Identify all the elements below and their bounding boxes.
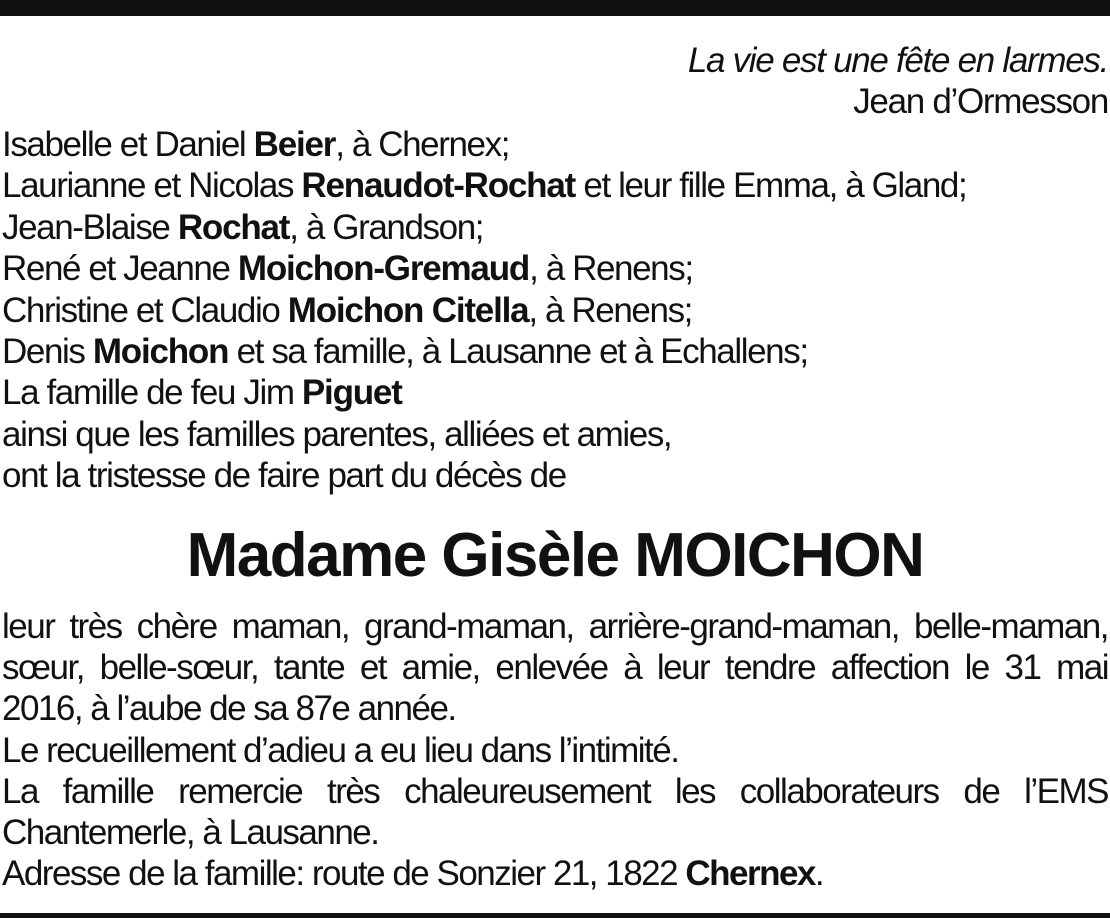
announcement-line: 2016, à l’aube de sa 87e année.	[2, 689, 456, 729]
address-locality: Chernex	[685, 854, 815, 894]
mourner-line	[2, 124, 966, 165]
epigraph-quote: La vie est une fête en larmes.	[687, 41, 1108, 80]
mourner-text: , à Chernex;	[335, 125, 510, 164]
mourners-list	[2, 124, 966, 497]
mourner-surname: Beier	[253, 125, 336, 164]
announcement-line: sœur, belle-sœur, tante et amie, enlevée à leur tendre affection le 31 mai	[2, 648, 1108, 688]
announcement-line: leur très chère maman, grand-maman, arrière-grand-maman, belle-maman,	[2, 607, 1108, 646]
mourner-line	[2, 372, 966, 413]
mourner-text: Jean-Blaise	[2, 207, 178, 247]
epigraph-author: Jean d’Ormesson	[853, 82, 1108, 121]
mourner-text: René et Jeanne	[2, 249, 238, 289]
closing-line: ont la tristesse de faire part du décès de	[2, 456, 566, 496]
mourner-line	[2, 290, 966, 331]
mourner-text: Isabelle et Daniel	[2, 125, 254, 164]
mourner-line	[2, 165, 966, 206]
mourner-text: Christine et Claudio	[2, 290, 288, 330]
mourner-surname: Piguet	[301, 373, 402, 413]
mourner-surname: Moichon	[92, 332, 229, 372]
mourner-line	[2, 248, 966, 289]
mourner-text: , à Renens;	[529, 249, 693, 289]
deceased-name: Madame Gisèle MOICHON	[186, 521, 924, 590]
mourner-text: La famille de feu Jim	[2, 373, 302, 413]
mourner-surname: Moichon-Gremaud	[237, 249, 530, 289]
closing-line: ainsi que les familles parentes, alliées et amies,	[2, 414, 672, 454]
mourner-line	[2, 331, 966, 372]
mourner-text: et leur fille Emma, à Gland;	[575, 166, 967, 206]
mourner-text: et sa famille, à Lausanne et à Echallens;	[228, 332, 808, 372]
mourner-surname: Renaudot-Rochat	[301, 166, 576, 206]
mourner-surname: Rochat	[177, 207, 290, 247]
epigraph	[688, 40, 1108, 122]
mourner-text: , à Grandson;	[289, 207, 484, 247]
mourner-text: , à Renens;	[528, 290, 692, 330]
mourner-text: Laurianne et Nicolas	[2, 166, 302, 206]
address-line	[2, 853, 1108, 894]
thanks-line: Chantemerle, à Lausanne.	[2, 813, 379, 853]
top-rule	[0, 0, 1110, 16]
address-text: Adresse de la famille: route de Sonzier 21, 1822	[2, 854, 686, 894]
announcement-body	[2, 606, 1108, 894]
ceremony-line: Le recueillement d’adieu a eu lieu dans l’intimité.	[2, 730, 679, 770]
mourner-text: Denis	[2, 332, 93, 372]
address-suffix: .	[814, 854, 824, 894]
mourner-line	[2, 207, 966, 248]
mourner-surname: Moichon Citella	[287, 290, 529, 330]
bottom-rule	[0, 913, 1110, 918]
thanks-line: La famille remercie très chaleureusement les collaborateurs de l’EMS	[2, 771, 1108, 811]
